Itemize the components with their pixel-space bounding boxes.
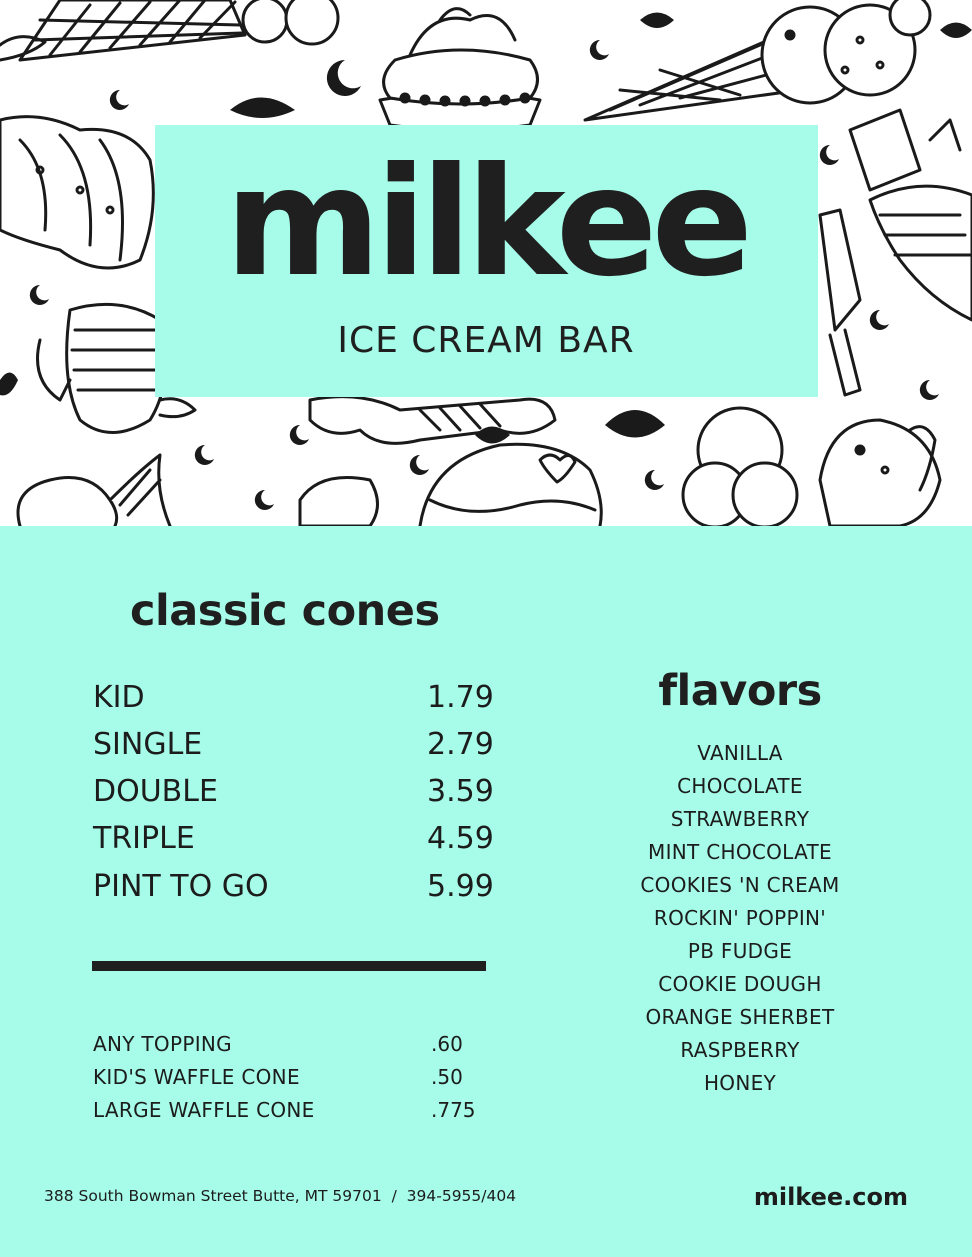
- brand-name: milkee: [224, 136, 748, 310]
- flavor-item: MINT CHOCOLATE: [648, 840, 832, 864]
- extra-row: [93, 1098, 493, 1126]
- item-price: 2.79: [427, 727, 494, 762]
- footer-website: milkee.com: [753, 1183, 908, 1211]
- item-price: 5.99: [427, 869, 494, 904]
- cone-doodle: [585, 0, 930, 120]
- price-row: [93, 821, 513, 861]
- flavor-item: STRAWBERRY: [670, 807, 810, 831]
- flavor-item: HONEY: [703, 1071, 777, 1095]
- price-row: [93, 680, 513, 720]
- price-row: [93, 774, 513, 814]
- extra-name: ANY TOPPING: [93, 1032, 232, 1056]
- footer-address: 388 South Bowman Street Butte, MT 59701 / 394-5955/404: [44, 1187, 517, 1205]
- extra-price: .50: [431, 1065, 463, 1089]
- item-price: 3.59: [427, 774, 494, 809]
- cone-doodle: [0, 0, 338, 60]
- flavor-item: COOKIE DOUGH: [658, 972, 822, 996]
- soft-serve-doodle: [18, 455, 170, 526]
- hero-illustration: [0, 0, 972, 526]
- extra-row: [93, 1065, 493, 1093]
- flavor-item: ORANGE SHERBET: [645, 1005, 835, 1029]
- item-name: DOUBLE: [93, 774, 218, 809]
- section-divider: [92, 961, 486, 971]
- flavor-item: RASPBERRY: [680, 1038, 800, 1062]
- flavor-item: PB FUDGE: [687, 939, 793, 963]
- flavor-item: VANILLA: [697, 741, 783, 765]
- classic-cones-heading: classic cones: [130, 586, 440, 636]
- extra-name: KID'S WAFFLE CONE: [93, 1065, 300, 1089]
- price-row: [93, 727, 513, 767]
- item-name: PINT TO GO: [93, 869, 269, 904]
- flavor-item: CHOCOLATE: [677, 774, 803, 798]
- item-name: SINGLE: [93, 727, 203, 762]
- flavor-item: ROCKIN' POPPIN': [653, 906, 827, 930]
- scoop-doodle: [683, 408, 940, 526]
- item-price: 4.59: [427, 821, 494, 856]
- cupcake-doodle: [380, 9, 540, 130]
- extra-row: [93, 1032, 493, 1060]
- extra-price: .775: [431, 1098, 476, 1122]
- item-name: KID: [93, 680, 145, 715]
- extra-price: .60: [431, 1032, 463, 1056]
- flavor-list: [600, 738, 880, 1101]
- brand-tagline: ICE CREAM BAR: [337, 320, 635, 361]
- flavor-item: COOKIES 'N CREAM: [640, 873, 840, 897]
- item-price: 1.79: [427, 680, 494, 715]
- cake-doodle: [420, 444, 601, 526]
- price-row: [93, 869, 513, 909]
- extra-name: LARGE WAFFLE CONE: [93, 1098, 315, 1122]
- flavors-heading: flavors: [658, 666, 822, 716]
- item-name: TRIPLE: [93, 821, 195, 856]
